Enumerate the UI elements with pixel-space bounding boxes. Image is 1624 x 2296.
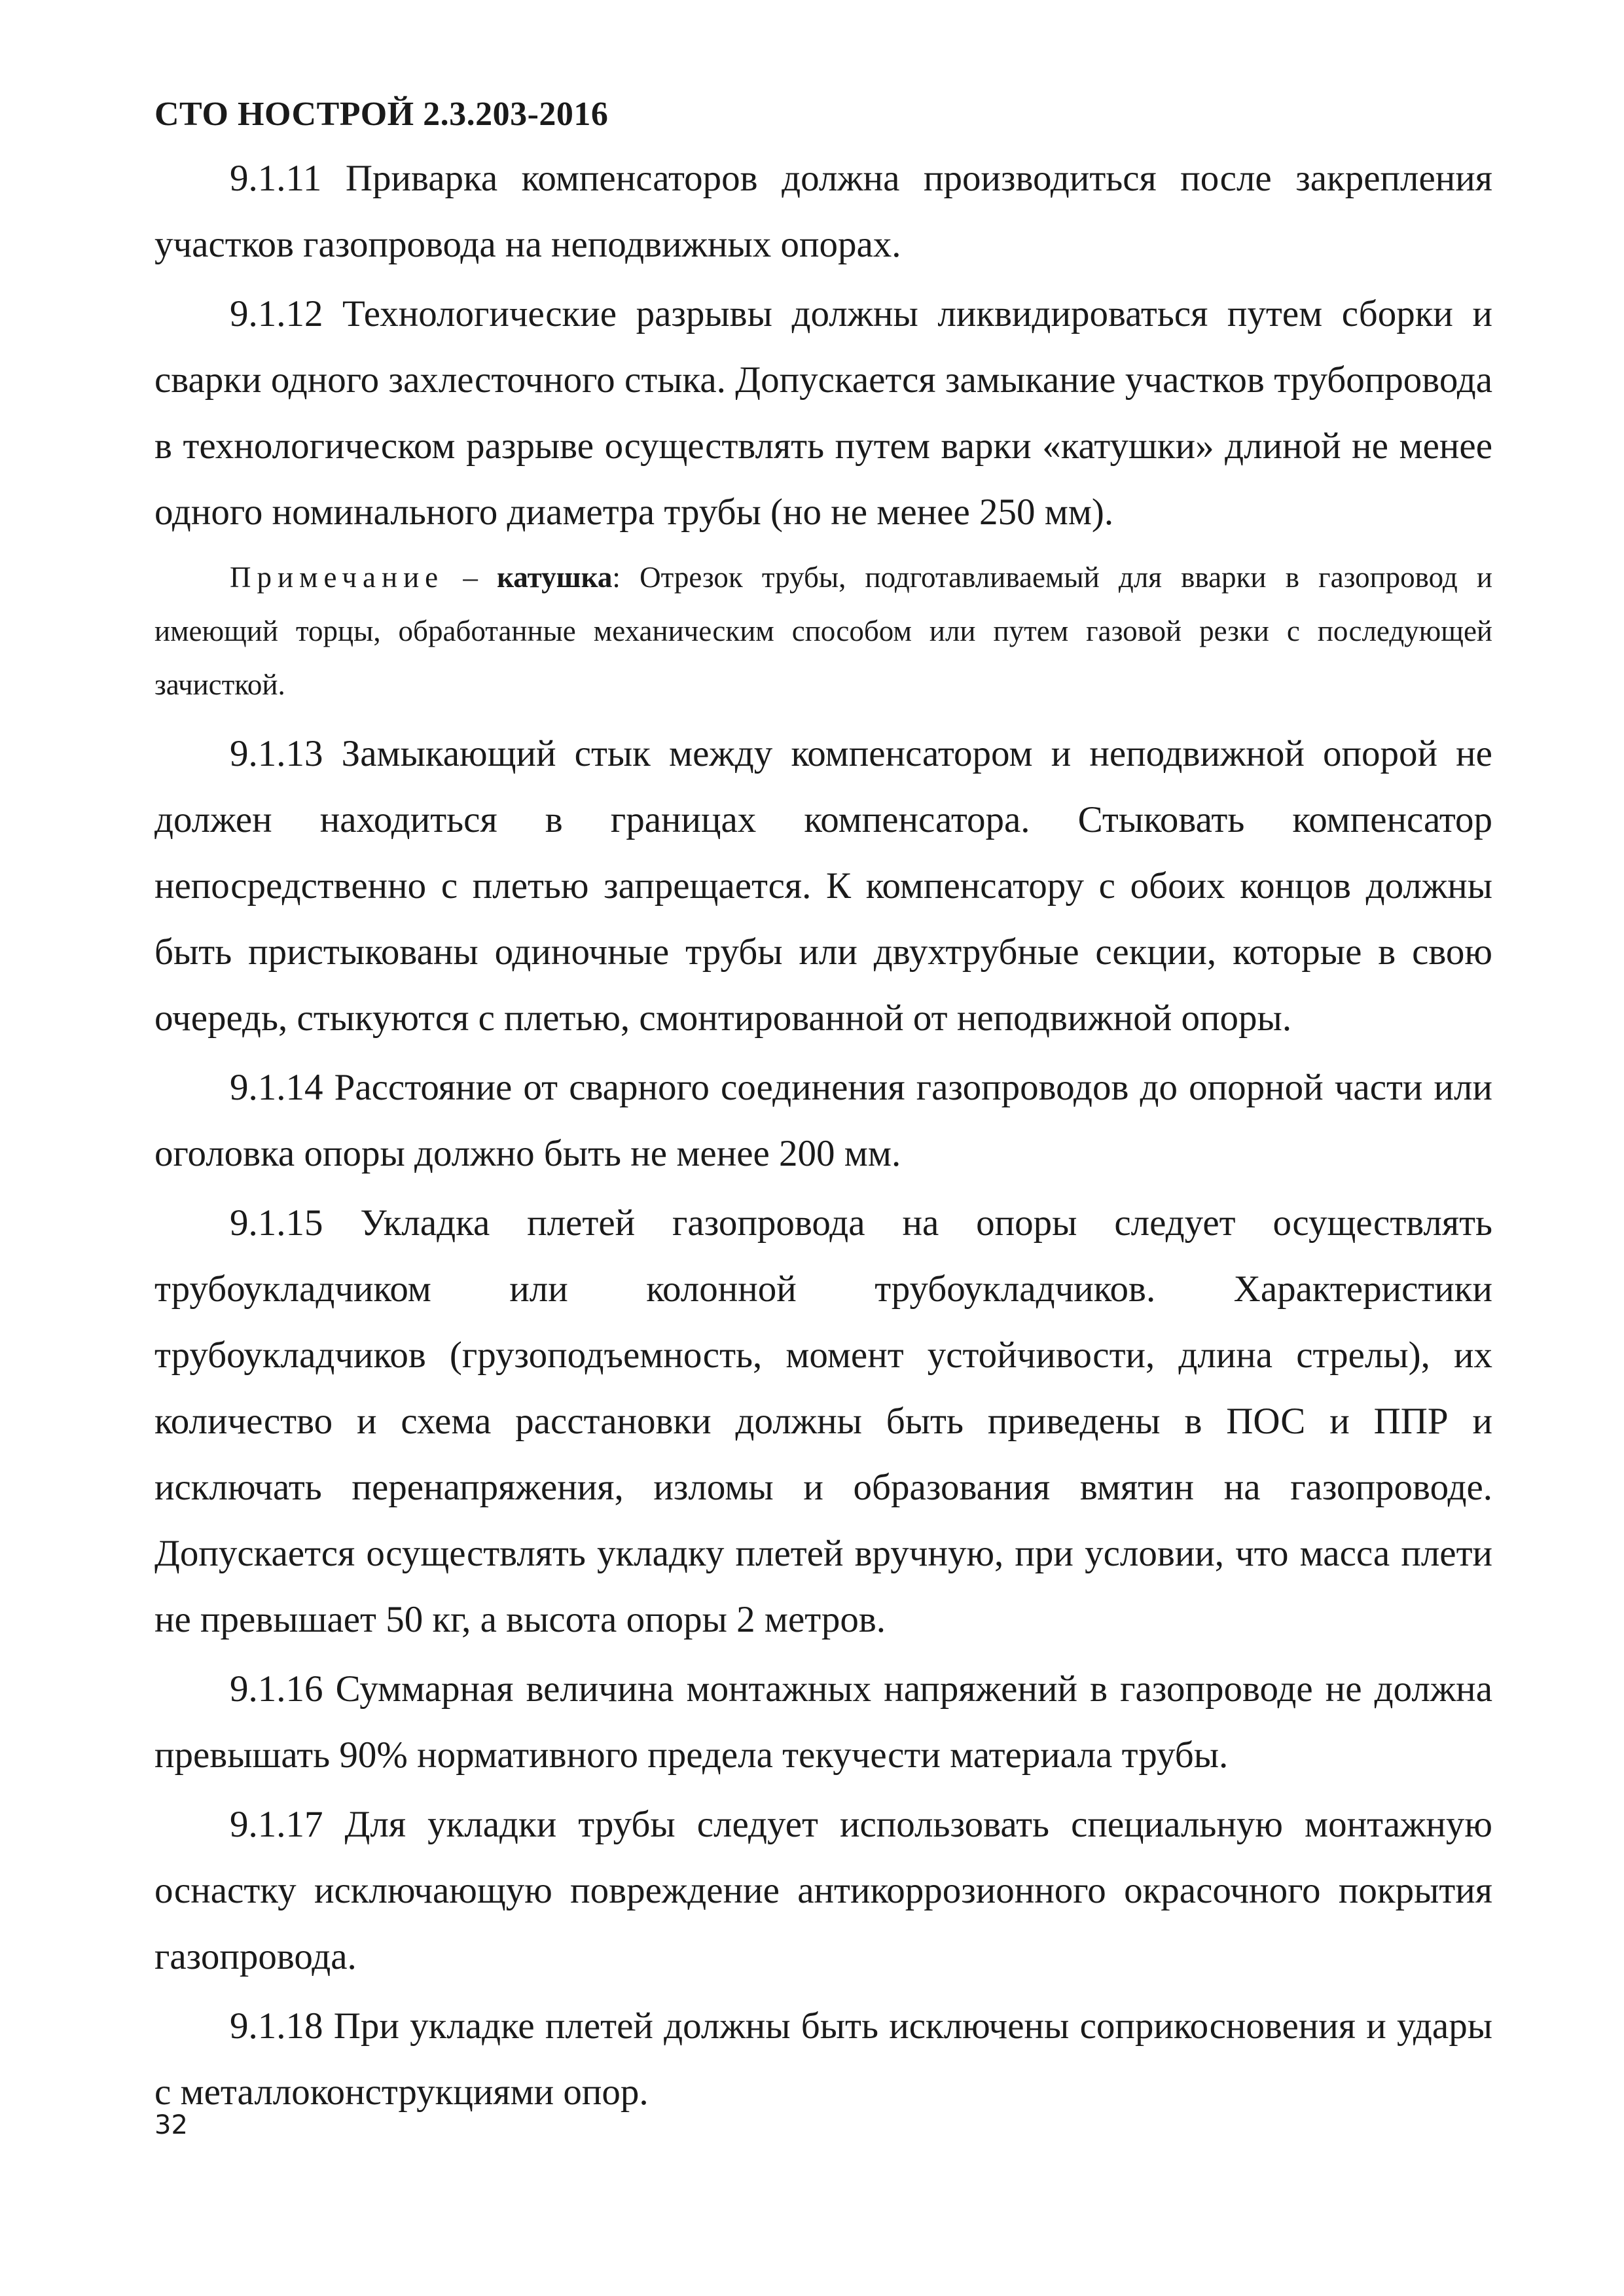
paragraph-9-1-14: 9.1.14 Расстояние от сварного соединения газопроводов до опорной части или оголовка опоры должно быть не менее 200 мм. [154, 1067, 1492, 1174]
paragraph-9-1-13: 9.1.13 Замыкающий стык между компенсатором и неподвижной опорой не должен находиться в границах компенсатора. Стыковать компенсатор непосредственно с плетью запрещается. К компенсатору с обоих концов должны быть пристыкованы одиночные трубы или двухтрубные секции, которые в свою очередь, стыкуются с плетью, смонтированной от неподвижной опоры. [154, 733, 1492, 1039]
paragraph-9-1-17: 9.1.17 Для укладки трубы следует использовать специальную монтажную оснастку исключающую повреждение антикоррозионного окрасочного покрытия газопровода. [154, 1804, 1492, 1977]
document-body [154, 145, 1492, 2128]
note-dash: – [444, 561, 497, 594]
paragraph-9-1-12: 9.1.12 Технологические разрывы должны ликвидироваться путем сборки и сварки одного захлесточного стыка. Допускается замыкание участков трубопровода в технологическом разрыве осуществлять путем варки «катушки» длиной не менее одного номинального диаметра трубы (но не менее 250 мм). [154, 293, 1492, 533]
note-term: катушка [497, 561, 613, 594]
paragraph-9-1-16: 9.1.16 Суммарная величина монтажных напряжений в газопроводе не должна превышать 90% нормативного предела текучести материала трубы. [154, 1668, 1492, 1776]
paragraph-9-1-15: 9.1.15 Укладка плетей газопровода на опоры следует осуществлять трубоукладчиком или колонной трубоукладчиков. Характеристики трубоукладчиков (грузоподъемность, момент устойчивости, длина стрелы), их количество и схема расстановки должны быть приведены в ПОС и ППР и исключать перенапряжения, изломы и образования вмятин на газопроводе. Допускается осуществлять укладку плетей вручную, при условии, что масса плети не превышает 50 кг, а высота опоры 2 метров. [154, 1202, 1492, 1640]
paragraph-9-1-11: 9.1.11 Приварка компенсаторов должна производиться после закрепления участков газопровода на неподвижных опорах. [154, 158, 1492, 265]
paragraph-9-1-18: 9.1.18 При укладке плетей должны быть исключены соприкосновения и удары с металлоконструкциями опор. [154, 2005, 1492, 2113]
note [154, 550, 1492, 711]
note-text: : Отрезок трубы, подготавливаемый для вварки в газопровод и имеющий торцы, обработанные механическим способом или путем газовой резки с последующей зачисткой. [154, 561, 1493, 701]
document-header: СТО НОСТРОЙ 2.3.203-2016 [154, 96, 609, 133]
page-number: 32 [154, 2110, 188, 2140]
note-label: Примечание [230, 561, 444, 594]
